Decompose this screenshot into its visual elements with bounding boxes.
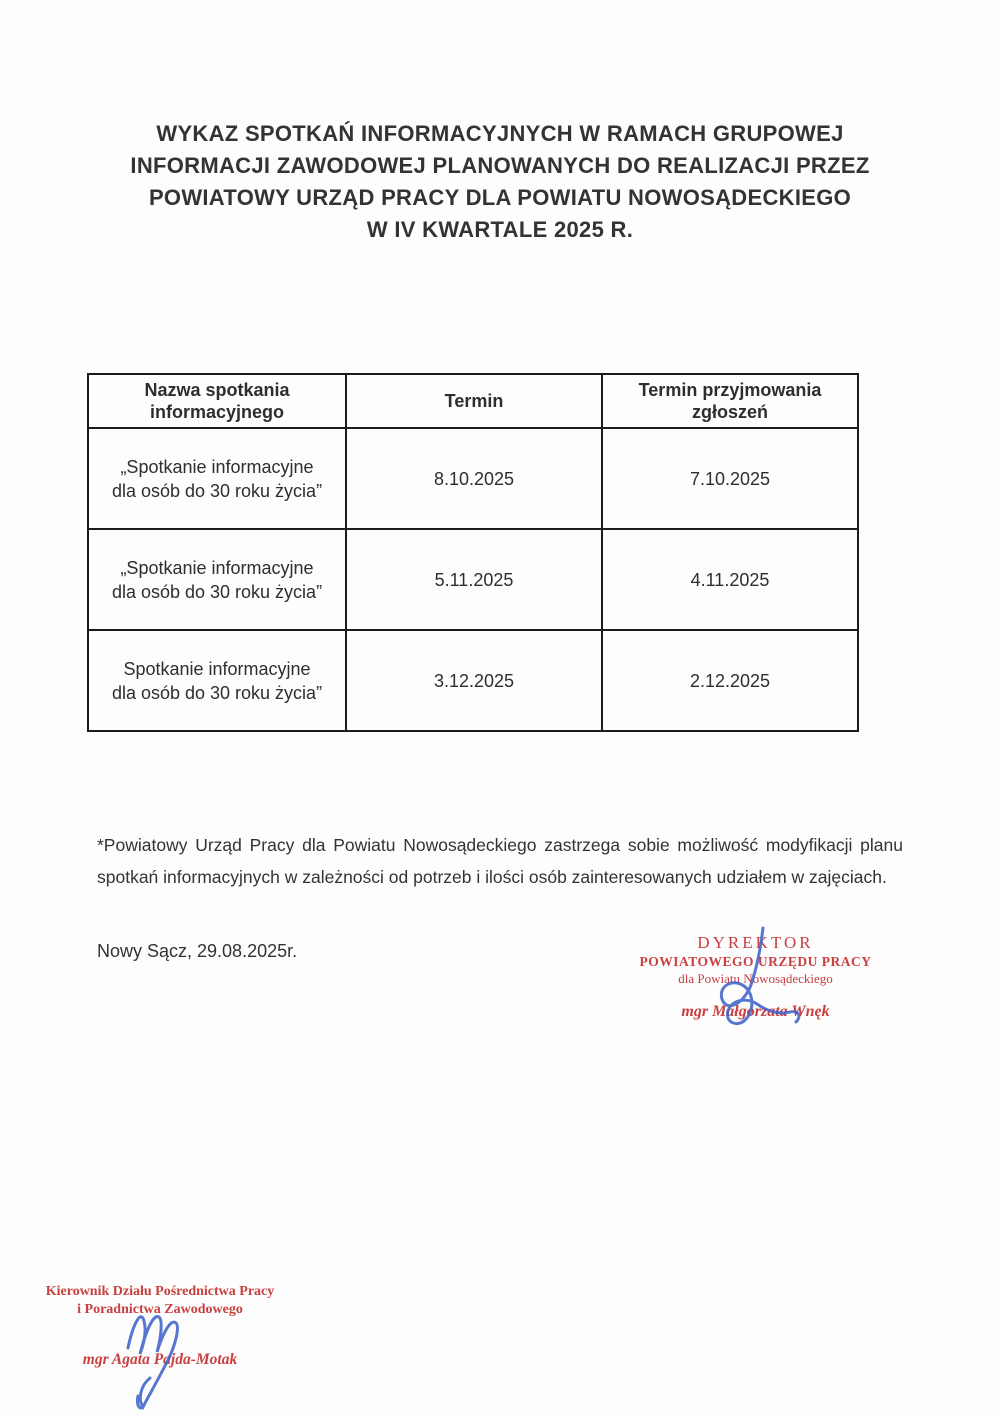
- table-row: [88, 428, 858, 529]
- place-date-line: Nowy Sącz, 29.08.2025r.: [97, 941, 298, 961]
- col-header-zgloszenia: Termin przyjmowania zgłoszeń: [602, 374, 858, 428]
- meeting-deadline-cell: 4.11.2025: [602, 529, 858, 630]
- meeting-deadline-cell: 7.10.2025: [602, 428, 858, 529]
- director-stamp: [628, 933, 883, 1021]
- title-line: POWIATOWY URZĄD PRACY DLA POWIATU NOWOSĄDECKIEGO: [148, 185, 852, 210]
- document-title: [60, 118, 940, 246]
- manager-stamp-title: Kierownik Działu Pośrednictwa Pracy: [45, 1284, 275, 1299]
- director-stamp-office: POWIATOWEGO URZĘDU PRACY: [639, 954, 872, 969]
- table-header-row: [88, 374, 858, 428]
- manager-stamp-dept: i Poradnictwa Zawodowego: [77, 1302, 243, 1317]
- manager-stamp: [38, 1283, 282, 1369]
- meeting-deadline-cell: 2.12.2025: [602, 630, 858, 731]
- meeting-name-cell: „Spotkanie informacyjne dla osób do 30 roku życia”: [88, 428, 346, 529]
- footnote-text: *Powiatowy Urząd Pracy dla Powiatu Nowosądeckiego zastrzega sobie możliwość modyfikacji planu spotkań informacyjnych w zależności od potrzeb i ilości osób zainteresowanych udziałem w zajęciach.: [97, 835, 903, 887]
- meeting-date-cell: 5.11.2025: [346, 529, 602, 630]
- table-row: [88, 529, 858, 630]
- meeting-date-cell: 3.12.2025: [346, 630, 602, 731]
- meeting-date-cell: 8.10.2025: [346, 428, 602, 529]
- director-stamp-title: DYREKTOR: [697, 933, 814, 952]
- col-header-nazwa: Nazwa spotkania informacyjnego: [88, 374, 346, 428]
- table-row: [88, 630, 858, 731]
- col-header-termin: Termin: [346, 374, 602, 428]
- director-name: mgr Małgorzata Wnęk: [681, 1003, 830, 1020]
- meeting-name-cell: „Spotkanie informacyjne dla osób do 30 roku życia”: [88, 529, 346, 630]
- title-line: WYKAZ SPOTKAŃ INFORMACYJNYCH W RAMACH GRUPOWEJ: [156, 121, 844, 146]
- title-line: INFORMACJI ZAWODOWEJ PLANOWANYCH DO REALIZACJI PRZEZ: [130, 153, 870, 178]
- meeting-name-cell: Spotkanie informacyjne dla osób do 30 roku życia”: [88, 630, 346, 731]
- meetings-table: [87, 373, 859, 732]
- title-line: W IV KWARTALE 2025 R.: [366, 217, 634, 242]
- manager-name: mgr Agata Pajda-Motak: [82, 1351, 238, 1368]
- director-stamp-region: dla Powiatu Nowosądeckiego: [678, 971, 833, 986]
